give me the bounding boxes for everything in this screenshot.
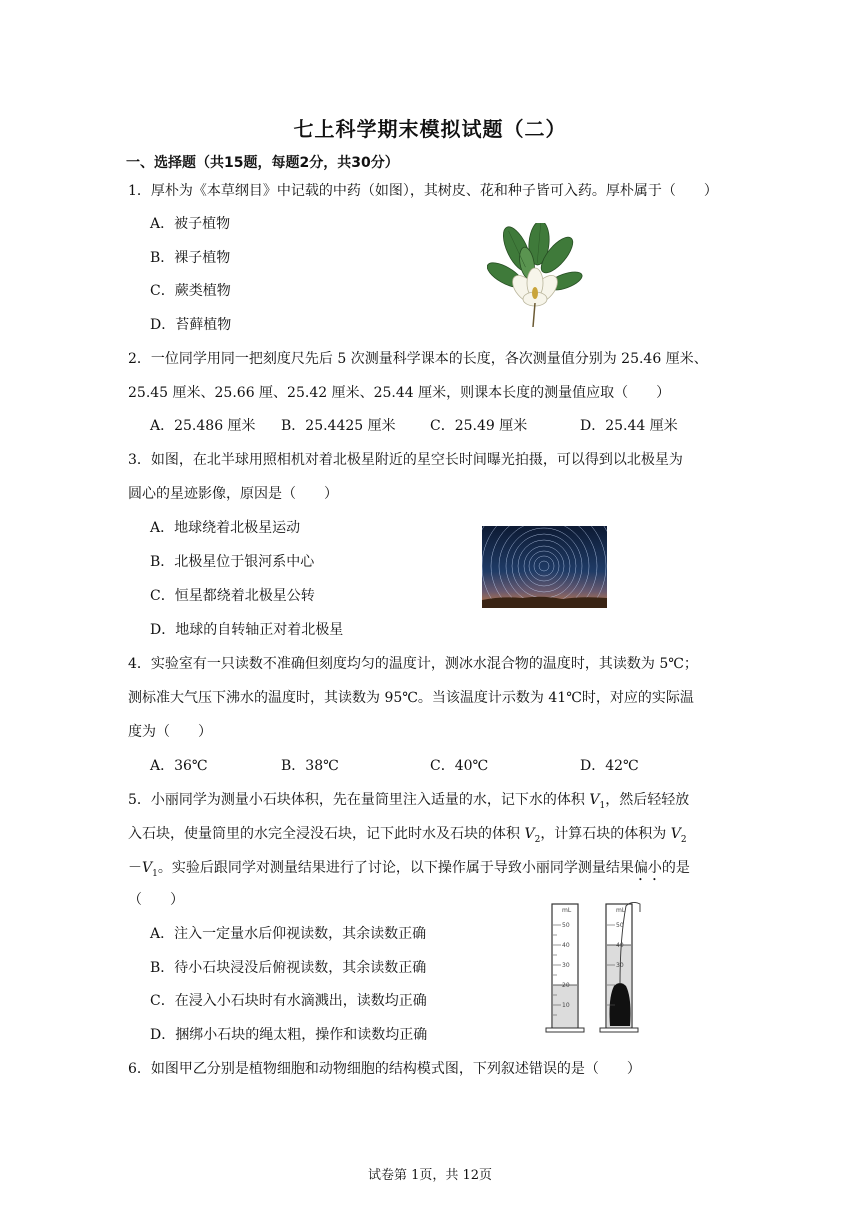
q2-option-a: A．25.486 厘米 (150, 418, 256, 434)
q5-option-d: D．捆绑小石块的绳太粗，操作和读数均正确 (150, 1027, 428, 1043)
q1-option-b: B．裸子植物 (150, 250, 231, 266)
section-heading: 一、选择题（共15题，每题2分，共30分） (126, 155, 399, 171)
emphasized-text: 偏小 (633, 860, 662, 876)
q3-option-d: D．地球的自转轴正对着北极星 (150, 622, 344, 638)
cylinder1-tick-label: 20 (562, 982, 570, 989)
cylinder2-tick-label: 30 (616, 962, 624, 969)
cylinder1-tick-label: 50 (562, 922, 570, 929)
question-4-stem-line1: 4．实验室有一只读数不准确但刻度均匀的温度计，测冰水混合物的温度时，其读数为 5℃； (128, 656, 698, 672)
question-5-stem-line3: $-V_1$。实验后跟同学对测量结果进行了讨论，以下操作属于导致小丽同学测量结果偏小的是 (128, 860, 690, 879)
question-2-stem-line1: 2．一位同学用同一把刻度尺先后 5 次测量科学课本的长度，各次测量值分别为 25.46 厘米、 (128, 351, 708, 367)
cylinder2-unit-label: mL (616, 907, 626, 914)
q4-option-a: A．36℃ (150, 758, 208, 774)
question-4-stem-line2: 测标准大气压下沸水的温度时，其读数为 95℃。当该温度计示数为 41℃时，对应的实际温 (128, 690, 694, 706)
question-5-stem-line1: 5．小丽同学为测量小石块体积，先在量筒里注入适量的水，记下水的体积 $V_1$，然后轻轻放 (128, 792, 690, 811)
star-trails-photo (482, 526, 607, 608)
cylinder1-unit-label: mL (562, 907, 572, 914)
q3-option-b: B．北极星位于银河系中心 (150, 554, 315, 570)
q2-option-c: C．25.49 厘米 (430, 418, 528, 434)
question-3-stem-line1: 3．如图，在北半球用照相机对着北极星附近的星空长时间曝光拍摄，可以得到以北极星为 (128, 452, 683, 468)
cylinder2-tick-label: 40 (616, 942, 624, 949)
question-1-stem: 1．厚朴为《本草纲目》中记载的中药（如图），其树皮、花和种子皆可入药。厚朴属于（ ） (128, 183, 718, 199)
q5-option-c: C．在浸入小石块时有水滴溅出，读数均正确 (150, 993, 427, 1009)
page-footer: 试卷第 1页，共 12页 (367, 1168, 493, 1183)
q5-option-a: A．注入一定量水后仰视读数，其余读数正确 (150, 926, 427, 942)
graduated-cylinders-figure (544, 898, 652, 1036)
q3-option-c: C．恒星都绕着北极星公转 (150, 588, 315, 604)
cylinder2-tick-label: 50 (616, 922, 624, 929)
q1-option-a: A．被子植物 (150, 216, 231, 232)
cylinder1-tick-label: 30 (562, 962, 570, 969)
question-3-stem-line2: 圆心的星迹影像，原因是（ ） (128, 486, 338, 502)
question-4-stem-line3: 度为（ ） (128, 724, 212, 740)
q1-option-c: C．蕨类植物 (150, 283, 231, 299)
exam-title: 七上科学期末模拟试题（二） (293, 117, 567, 141)
magnolia-plant-illustration (487, 223, 583, 329)
question-2-stem-line2: 25.45 厘米、25.66 厘、25.42 厘米、25.44 厘米，则课本长度的测量值应取（ ） (128, 385, 671, 401)
cylinder-water-only (546, 904, 584, 1032)
q2-option-d: D．25.44 厘米 (580, 418, 678, 434)
cylinder-with-stone (600, 902, 640, 1032)
cylinder1-tick-label: 40 (562, 942, 570, 949)
q3-option-a: A．地球绕着北极星运动 (150, 520, 301, 536)
cylinder1-tick-label: 10 (562, 1002, 570, 1009)
q5-option-b: B．待小石块浸没后俯视读数，其余读数正确 (150, 960, 427, 976)
question-5-stem-line2: 入石块，使量筒里的水完全浸没石块，记下此时水及石块的体积 $V_2$，计算石块的体积为 $V_2$ (128, 826, 687, 845)
q2-option-b: B．25.4425 厘米 (281, 418, 396, 434)
q4-option-d: D．42℃ (580, 758, 639, 774)
question-6-stem: 6．如图甲乙分别是植物细胞和动物细胞的结构模式图，下列叙述错误的是（ ） (128, 1061, 641, 1077)
q1-option-d: D．苔藓植物 (150, 317, 232, 333)
question-5-stem-line4: （ ） (128, 892, 184, 908)
q4-option-c: C．40℃ (430, 758, 489, 774)
q4-option-b: B．38℃ (281, 758, 339, 774)
